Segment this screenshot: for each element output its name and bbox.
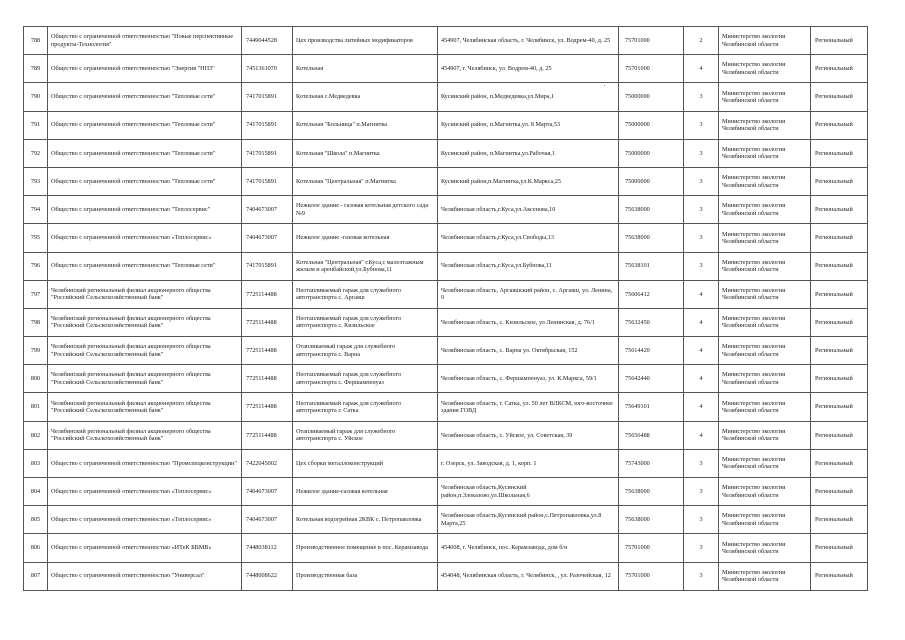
object-address: Челябинская область, с. Уйское, ул. Советская, 39 (438, 421, 619, 449)
supervision-level: Региональный (811, 55, 868, 83)
table-row (24, 449, 868, 477)
row-number: 805 (24, 506, 48, 534)
supervision-level: Региональный (811, 83, 868, 111)
row-number: 792 (24, 139, 48, 167)
category-value: 4 (684, 308, 719, 336)
supervising-authority: Министерство экологии Челябинской области (719, 308, 811, 336)
okato-code: 75743000 (619, 449, 684, 477)
table-row (24, 196, 868, 224)
supervision-level: Региональный (811, 139, 868, 167)
table-row (24, 421, 868, 449)
inn-code: 7725114488 (242, 337, 293, 365)
object-name: Отапливаемый гараж для служебного автотранспорта с. Варна (293, 337, 438, 365)
object-address: Челябинская область,г.Куса,ул.Свободы,13 (438, 224, 619, 252)
organization-name: Челябинский региональный филиал акционерного общества "Российский Сельскохозяйственный банк" (48, 421, 242, 449)
supervising-authority: Министерство экологии Челябинской области (719, 478, 811, 506)
object-address: Челябинская область, с. Фершампенуаз, ул. К.Маркса, 59/1 (438, 365, 619, 393)
object-name: Котельная "Центральная" п.Магнитка (293, 167, 438, 195)
object-name: Цех производства литейных модификаторов (293, 27, 438, 55)
table-row (24, 393, 868, 421)
object-address: Челябинская область,Кусинский район,с.Петропавловка,ул.8 Марта,25 (438, 506, 619, 534)
organization-name: Общество с ограниченной ответственностью "Новые перспективные продукты-Технология" (48, 27, 242, 55)
row-number: 798 (24, 308, 48, 336)
okato-code: 75656488 (619, 421, 684, 449)
category-value: 4 (684, 365, 719, 393)
object-address: Челябинская область,г.Куса,ул.Аксенова,10 (438, 196, 619, 224)
organization-name: Челябинский региональный филиал акционерного общества "Российский Сельскохозяйственный банк" (48, 365, 242, 393)
supervision-level: Региональный (811, 534, 868, 562)
supervising-authority: Министерство экологии Челябинской области (719, 393, 811, 421)
object-address: Кусинский район, п.Магнитка,ул.Рабочая,1 (438, 139, 619, 167)
table-row (24, 562, 868, 590)
row-number: 804 (24, 478, 48, 506)
scan-artifact (604, 85, 605, 86)
okato-code: 75638000 (619, 224, 684, 252)
register-rows (24, 27, 868, 591)
inn-code: 7417015891 (242, 139, 293, 167)
supervising-authority: Министерство экологии Челябинской области (719, 421, 811, 449)
okato-code: 75701000 (619, 55, 684, 83)
inn-code: 7404673007 (242, 478, 293, 506)
object-name: Котельная водогрейная 2КВК с. Петропавловка (293, 506, 438, 534)
organization-name: Общество с ограниченной ответственностью "Промспецконструкции" (48, 449, 242, 477)
okato-code: 75701000 (619, 562, 684, 590)
category-value: 3 (684, 252, 719, 280)
organization-name: Общество с ограниченной ответственностью "Тепловые сети" (48, 83, 242, 111)
okato-code: 75701000 (619, 27, 684, 55)
category-value: 3 (684, 478, 719, 506)
supervision-level: Региональный (811, 562, 868, 590)
object-address: 454907, г. Челябинск, ул. Водрем-40, д. 25 (438, 55, 619, 83)
organization-name: Челябинский региональный филиал акционерного общества "Российский Сельскохозяйственный банк" (48, 308, 242, 336)
table-row (24, 27, 868, 55)
table-row (24, 83, 868, 111)
supervision-level: Региональный (811, 224, 868, 252)
table-row (24, 478, 868, 506)
row-number: 807 (24, 562, 48, 590)
object-address: Челябинская область,г.Куса,ул.Бубнова,11 (438, 252, 619, 280)
supervision-level: Региональный (811, 365, 868, 393)
row-number: 803 (24, 449, 48, 477)
supervising-authority: Министерство экологии Челябинской области (719, 196, 811, 224)
object-address: Челябинская область, с. Кизильское, ул Ленинская, д. 76/1 (438, 308, 619, 336)
category-value: 3 (684, 224, 719, 252)
object-address: Кусинский район,п.Магнитка,ул.К.Маркса,25 (438, 167, 619, 195)
supervision-level: Региональный (811, 280, 868, 308)
object-name: Нежилое здание -газовая котельная (293, 224, 438, 252)
object-name: Неотапливаемый гараж для служебного автотранспорта с. Аргаяш (293, 280, 438, 308)
supervision-level: Региональный (811, 196, 868, 224)
supervising-authority: Министерство экологии Челябинской области (719, 83, 811, 111)
category-value: 3 (684, 111, 719, 139)
row-number: 799 (24, 337, 48, 365)
okato-code: 75638000 (619, 196, 684, 224)
okato-code: 75638000 (619, 506, 684, 534)
organization-name: Общество с ограниченной ответственностью "Универсал" (48, 562, 242, 590)
category-value: 3 (684, 534, 719, 562)
inn-code: 7417015891 (242, 252, 293, 280)
organization-name: Общество с ограниченной ответственностью "Тепловые сети" (48, 139, 242, 167)
object-name: Котельная (293, 55, 438, 83)
supervising-authority: Министерство экологии Челябинской области (719, 449, 811, 477)
supervising-authority: Министерство экологии Челябинской области (719, 506, 811, 534)
object-name: Неотапливаемый гараж для служебного автотранспорта с. Фершампенуаз (293, 365, 438, 393)
category-value: 3 (684, 196, 719, 224)
inn-code: 7417015891 (242, 111, 293, 139)
table-row (24, 252, 868, 280)
supervision-level: Региональный (811, 252, 868, 280)
table-row (24, 139, 868, 167)
organization-name: Общество с ограниченной ответственностью «ИТеК БВМВ» (48, 534, 242, 562)
supervising-authority: Министерство экологии Челябинской области (719, 111, 811, 139)
inn-code: 7725114488 (242, 308, 293, 336)
supervising-authority: Министерство экологии Челябинской области (719, 167, 811, 195)
object-name: Нежилое здание - газовая котельная детского сада №9 (293, 196, 438, 224)
object-name: Неотапливаемый гараж для служебного автотранспорта с. Кизильское (293, 308, 438, 336)
inn-code: 7725114488 (242, 365, 293, 393)
object-name: Производственное помещение в пос. Керамзавода (293, 534, 438, 562)
object-address: Челябинская область,Кусинский район,п.Злоказово,ул.Школьная,6 (438, 478, 619, 506)
inn-code: 7417015891 (242, 83, 293, 111)
object-address: Челябинская область, Аргаяшский район, с. Аргаяш, ул. Ленина, 9 (438, 280, 619, 308)
object-name: Отапливаемый гараж для служебного автотранспорта с. Уйское (293, 421, 438, 449)
okato-code: 75649101 (619, 393, 684, 421)
object-address: Кусинский район, п.Медведевка,ул.Мира,1 (438, 83, 619, 111)
inn-code: 7451361070 (242, 55, 293, 83)
table-row (24, 55, 868, 83)
object-address: г. Озерск, ул. Заводская, д. 1, корп. 1 (438, 449, 619, 477)
object-name: Неотапливаемый гараж для служебного автотранспорта г. Сатка (293, 393, 438, 421)
category-value: 4 (684, 280, 719, 308)
inn-code: 7417015891 (242, 167, 293, 195)
category-value: 3 (684, 83, 719, 111)
supervision-level: Региональный (811, 421, 868, 449)
category-value: 4 (684, 337, 719, 365)
row-number: 794 (24, 196, 48, 224)
organization-name: Общество с ограниченной ответственностью "Тепловые сети" (48, 252, 242, 280)
object-name: Котельная "Центральная" г.Куса,с малоэтажным жилым и аренбайской,ул.Бубнова,11 (293, 252, 438, 280)
inn-code: 7725114488 (242, 393, 293, 421)
organization-name: Общество с ограниченной ответственностью "Тепловые сети" (48, 111, 242, 139)
table-row (24, 365, 868, 393)
object-address: Челябинская область, с. Варна ул. Октябрьская, 152 (438, 337, 619, 365)
table-row (24, 308, 868, 336)
okato-code: 75632450 (619, 308, 684, 336)
supervising-authority: Министерство экологии Челябинской области (719, 224, 811, 252)
row-number: 795 (24, 224, 48, 252)
inn-code: 7422045002 (242, 449, 293, 477)
organization-name: Общество с ограниченной ответственностью "Тепловые сети" (48, 167, 242, 195)
supervision-level: Региональный (811, 478, 868, 506)
row-number: 793 (24, 167, 48, 195)
organization-name: Общество с ограниченной ответственностью "Теплосервис" (48, 196, 242, 224)
supervision-level: Региональный (811, 393, 868, 421)
supervising-authority: Министерство экологии Челябинской области (719, 27, 811, 55)
object-name: Котельная "Школа" п.Магнитка (293, 139, 438, 167)
organization-name: Общество с ограниченной ответственностью "Энергия "НПЗ" (48, 55, 242, 83)
okato-code: 75701000 (619, 534, 684, 562)
row-number: 790 (24, 83, 48, 111)
okato-code: 75000000 (619, 111, 684, 139)
object-name: Цех сборки металлоконструкций (293, 449, 438, 477)
okato-code: 75638101 (619, 252, 684, 280)
inn-code: 7448038112 (242, 534, 293, 562)
object-name: Производственная база (293, 562, 438, 590)
organization-name: Челябинский региональный филиал акционерного общества "Российский Сельскохозяйственный банк" (48, 280, 242, 308)
supervision-level: Региональный (811, 27, 868, 55)
table-row (24, 111, 868, 139)
supervising-authority: Министерство экологии Челябинской области (719, 252, 811, 280)
okato-code: 75000000 (619, 139, 684, 167)
organization-name: Общество с ограниченной ответственностью «Теплосервис» (48, 224, 242, 252)
table-row (24, 534, 868, 562)
register-sheet (23, 26, 867, 591)
okato-code: 75638000 (619, 478, 684, 506)
object-name: Котельная с.Медведевка (293, 83, 438, 111)
table-row (24, 506, 868, 534)
category-value: 3 (684, 139, 719, 167)
object-address: 454907, Челябинская область, г. Челябинск, ул. Водрем-40, д. 25 (438, 27, 619, 55)
row-number: 802 (24, 421, 48, 449)
object-address: Кусинский район, п.Магнитка,ул. 8 Марта,53 (438, 111, 619, 139)
inn-code: 7404673007 (242, 506, 293, 534)
row-number: 788 (24, 27, 48, 55)
inn-code: 7448008622 (242, 562, 293, 590)
category-value: 2 (684, 27, 719, 55)
category-value: 3 (684, 506, 719, 534)
supervising-authority: Министерство экологии Челябинской области (719, 55, 811, 83)
inn-code: 7725114488 (242, 421, 293, 449)
okato-code: 75606412 (619, 280, 684, 308)
organization-name: Общество с ограниченной ответственностью «Теплосервис» (48, 478, 242, 506)
supervising-authority: Министерство экологии Челябинской области (719, 534, 811, 562)
organization-name: Общество с ограниченной ответственностью «Теплосервис» (48, 506, 242, 534)
inn-code: 7404673007 (242, 224, 293, 252)
object-address: 454048, Челябинская область, г. Челябинск, , ул. Разочейская, 12 (438, 562, 619, 590)
supervision-level: Региональный (811, 337, 868, 365)
supervision-level: Региональный (811, 111, 868, 139)
okato-code: 75000000 (619, 83, 684, 111)
scan-artifact (810, 332, 811, 333)
category-value: 4 (684, 421, 719, 449)
organization-name: Челябинский региональный филиал акционерного общества "Российский Сельскохозяйственный банк" (48, 393, 242, 421)
organization-name: Челябинский региональный филиал акционерного общества "Российский Сельскохозяйственный банк" (48, 337, 242, 365)
supervision-level: Региональный (811, 308, 868, 336)
category-value: 3 (684, 449, 719, 477)
okato-code: 75000000 (619, 167, 684, 195)
category-value: 3 (684, 562, 719, 590)
row-number: 800 (24, 365, 48, 393)
inn-code: 7725114488 (242, 280, 293, 308)
supervising-authority: Министерство экологии Челябинской области (719, 337, 811, 365)
row-number: 801 (24, 393, 48, 421)
object-name: Нежилое здание-газовая котельная (293, 478, 438, 506)
inn-code: 7404673007 (242, 196, 293, 224)
supervision-level: Региональный (811, 167, 868, 195)
category-value: 4 (684, 55, 719, 83)
register-table (23, 26, 868, 591)
supervising-authority: Министерство экологии Челябинской области (719, 280, 811, 308)
table-row (24, 224, 868, 252)
supervision-level: Региональный (811, 506, 868, 534)
object-address: Челябинская область, г. Сатка, ул. 50 лет ВЛКСМ, юго-восточнее здания ГОВД (438, 393, 619, 421)
table-row (24, 167, 868, 195)
supervising-authority: Министерство экологии Челябинской области (719, 365, 811, 393)
row-number: 796 (24, 252, 48, 280)
row-number: 791 (24, 111, 48, 139)
supervising-authority: Министерство экологии Челябинской области (719, 562, 811, 590)
okato-code: 75642440 (619, 365, 684, 393)
row-number: 789 (24, 55, 48, 83)
category-value: 4 (684, 393, 719, 421)
object-address: 454008, г. Челябинск, пос. Керамзавода, дом б/н (438, 534, 619, 562)
category-value: 3 (684, 167, 719, 195)
row-number: 797 (24, 280, 48, 308)
table-row (24, 280, 868, 308)
supervision-level: Региональный (811, 449, 868, 477)
table-row (24, 337, 868, 365)
row-number: 806 (24, 534, 48, 562)
object-name: Котельная "Больница" п.Магнитка (293, 111, 438, 139)
supervising-authority: Министерство экологии Челябинской области (719, 139, 811, 167)
inn-code: 7449044528 (242, 27, 293, 55)
okato-code: 75614420 (619, 337, 684, 365)
